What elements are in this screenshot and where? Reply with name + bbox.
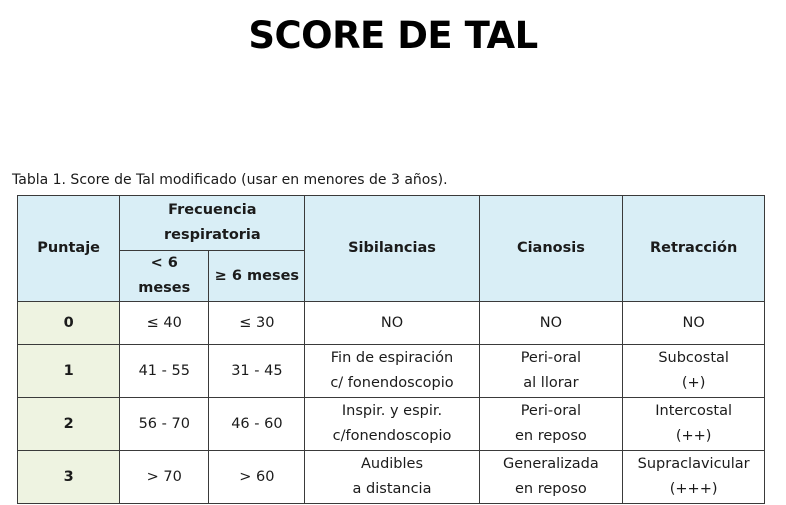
cell-retraccion-line: (+++) [669,481,718,497]
cell-retraccion-line: Supraclavicular [637,456,750,472]
cell-retraccion-line: Intercostal [655,403,732,419]
cell-sibilancias [305,398,479,451]
cell-cianosis [479,302,623,345]
cell-cianosis-line: NO [539,314,563,331]
cell-cianosis-line: en reposo [515,481,587,497]
cell-sibilancias-line: Fin de espiración [330,350,454,366]
page-title: SCORE DE TAL [248,14,538,57]
subheader-menor-6-meses: < 6 meses [120,251,209,302]
cell-fr-mayor-6-meses: > 60 [209,451,305,504]
cell-sibilancias [305,302,479,345]
cell-sibilancias-line: c/ fonendoscopio [330,375,454,391]
table-row [18,451,765,504]
header-cianosis: Cianosis [479,196,623,302]
table-row [18,302,765,345]
cell-cianosis [479,451,623,504]
cell-retraccion [623,398,765,451]
cell-retraccion-line: NO [682,314,705,331]
cell-retraccion-line: (+) [681,375,706,391]
cell-retraccion-line: Subcostal [658,350,729,366]
cell-fr-menor-6-meses: > 70 [120,451,209,504]
cell-sibilancias-line: a distancia [352,481,432,497]
subheader-mayor-6-meses: ≥ 6 meses [209,251,305,302]
cell-sibilancias-line: c/fonendoscopio [332,428,452,444]
header-retraccion: Retracción [623,196,765,302]
cell-puntaje: 3 [18,451,120,504]
cell-puntaje: 2 [18,398,120,451]
cell-retraccion [623,302,765,345]
cell-fr-menor-6-meses: 41 - 55 [120,345,209,398]
table-caption: Tabla 1. Score de Tal modificado (usar en menores de 3 años). [12,172,448,188]
cell-fr-mayor-6-meses: ≤ 30 [209,302,305,345]
table-row [18,398,765,451]
table-body [18,302,765,504]
cell-retraccion [623,345,765,398]
table-header-row [18,196,765,251]
cell-fr-mayor-6-meses: 31 - 45 [209,345,305,398]
cell-sibilancias-line: Audibles [360,456,424,472]
cell-puntaje: 0 [18,302,120,345]
cell-cianosis-line: Peri-oral [520,350,582,366]
header-frecuencia-line1: Frecuencia [168,202,257,218]
cell-sibilancias-line: NO [380,314,404,331]
cell-puntaje: 1 [18,345,120,398]
cell-fr-menor-6-meses: ≤ 40 [120,302,209,345]
cell-cianosis-line: Generalizada [503,456,599,472]
header-sibilancias: Sibilancias [305,196,479,302]
score-table [17,195,765,504]
header-puntaje: Puntaje [18,196,120,302]
cell-sibilancias [305,345,479,398]
header-frecuencia-respiratoria [120,196,305,251]
header-frecuencia-line2: respiratoria [163,227,261,243]
cell-cianosis [479,398,623,451]
cell-cianosis-line: al llorar [523,375,579,391]
cell-retraccion [623,451,765,504]
table-row [18,345,765,398]
cell-cianosis-line: Peri-oral [520,403,582,419]
cell-cianosis [479,345,623,398]
cell-fr-menor-6-meses: 56 - 70 [120,398,209,451]
cell-retraccion-line: (++) [675,428,712,444]
cell-sibilancias-line: Inspir. y espir. [341,403,443,419]
cell-sibilancias [305,451,479,504]
cell-cianosis-line: en reposo [515,428,587,444]
cell-fr-mayor-6-meses: 46 - 60 [209,398,305,451]
